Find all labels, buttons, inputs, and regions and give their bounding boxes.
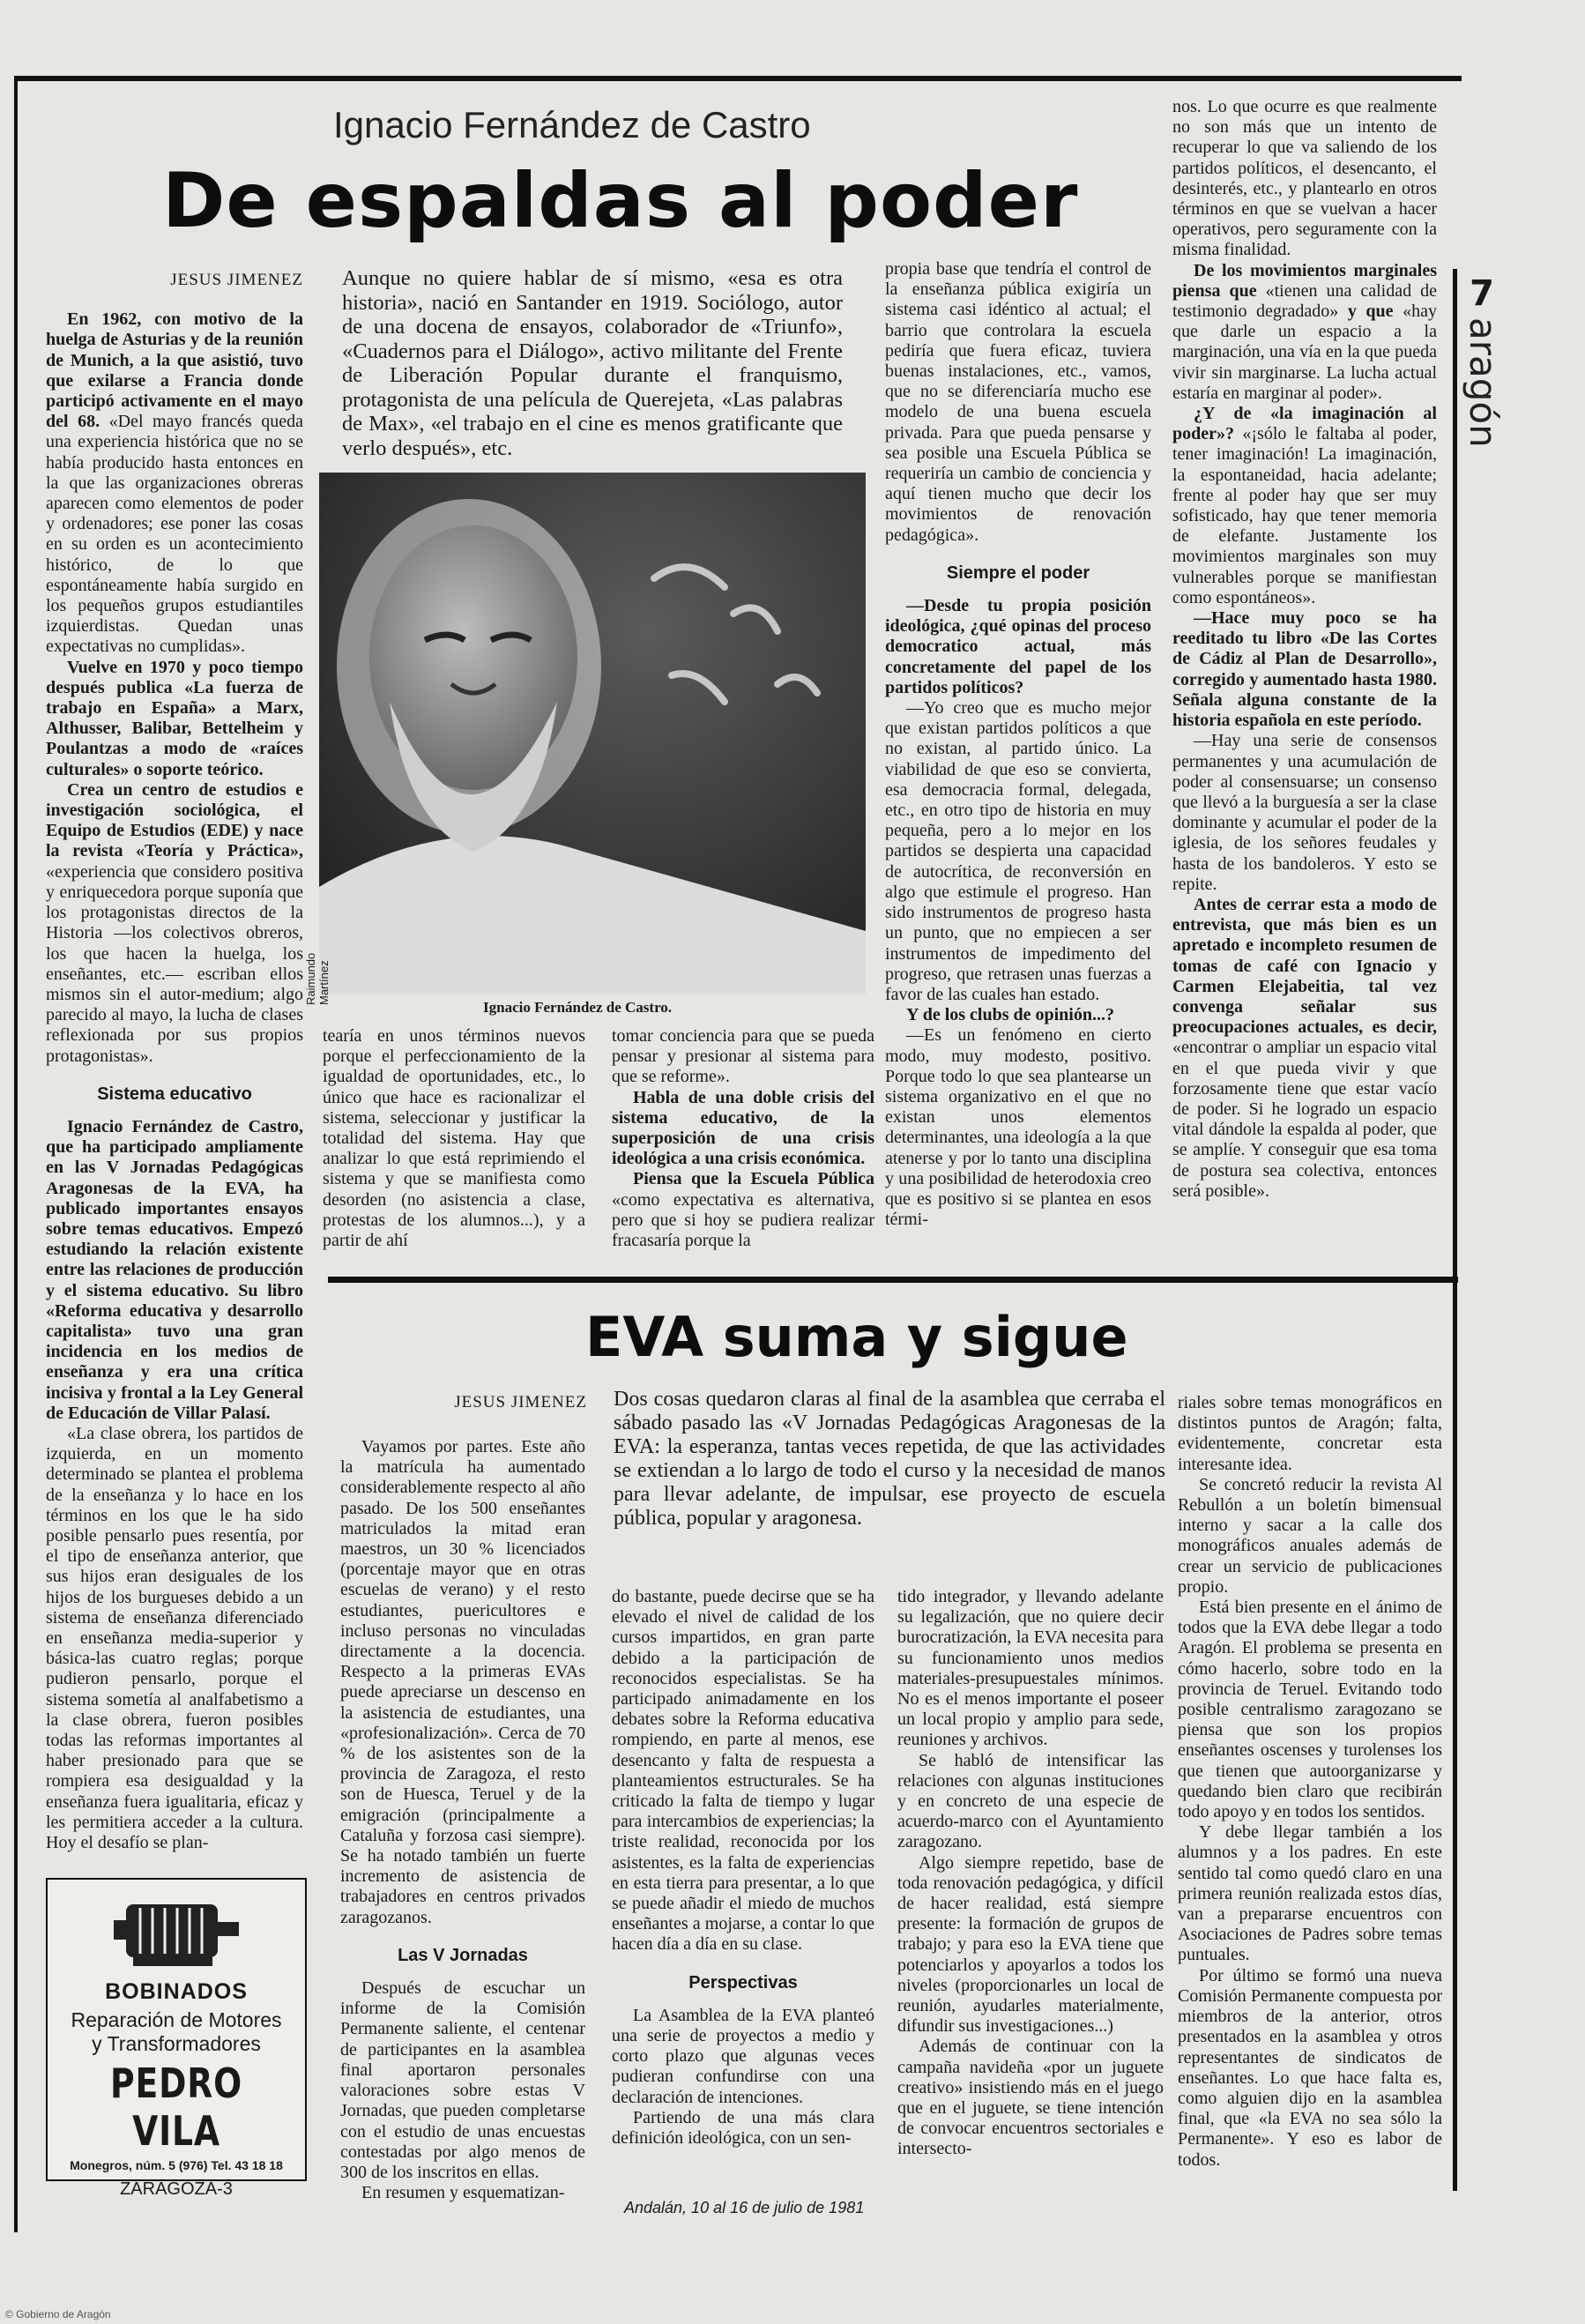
- paragraph: Vuelve en 1970 y poco tiempo después publica «La fuerza de trabajo en España» a Marx, Althusser, Balibar, Bettelheim y Poulantzas a modo de «raíces culturales» o soporte teórico.: [46, 657, 303, 779]
- subheading-perspectivas: Perspectivas: [688, 1972, 798, 1993]
- paragraph: —Hace muy poco se ha reeditado tu libro «De las Cortes de Cádiz al Plan de Desarrollo», corregido y aumentado hasta 1980. Señala alguna constante de la historia española en este período.: [1172, 608, 1437, 731]
- paragraph: Crea un centro de estudios e investigación sociológica, el Equipo de Estudios (EDE) y nace la revista «Teoría y Práctica», «experiencia que considero positiva y enriquecedora porque suponía que los protagonistas directos de la Historia —los colectivos obreros, los que hacen la huelga, los enseñantes, etc.— escriban ellos mismos sin el autor-medium; algo parecido al mayo, la lucha de clases reflexionada por sus propios protagonistas».: [46, 779, 303, 1066]
- ad-line1: Reparación de Motores: [71, 2008, 282, 2031]
- article2-col-3: [897, 1587, 1164, 2160]
- paragraph: Y debe llegar también a los alumnos y a los padres. En este sentido tal como quedó claro en una primera reunión realizada estos días, van a prepararse encuentros con Asociaciones de Padres sobre temas puntuales.: [1178, 1822, 1442, 1965]
- article2-author: JESUS JIMENEZ: [454, 1393, 587, 1412]
- paragraph: Después de escuchar un informe de la Comisión Permanente saliente, el centenar de participantes en la asamblea final aportaron personales valoraciones sobre estas V Jornadas, que pueden completarse con el estudio de unas encuestas contestadas por algo menos de 300 de los inscritos en ellas.: [340, 1978, 585, 2182]
- article1-lead: Aunque no quiere hablar de sí mismo, «esa es otra historia», nació en Santander en 1919. Sociólogo, autor de una docena de ensayos, colaborador de «Triunfo», «Cuadernos para el Diálogo», activo militante del Frente de Liberación Popular durante el franquismo, protagonista de una película de Querejeta, «Las palabras de Max», «el trabajo en el cine es menos gratificante que verlo después», etc.: [342, 266, 843, 460]
- paragraph: tomar conciencia para que se pueda pensar y presionar al sistema para que se reforme».: [612, 1026, 874, 1087]
- photo-credit: Raimundo Martínez: [304, 952, 331, 1005]
- paragraph: riales sobre temas monográficos en distintos puntos de Aragón; falta, evidentemente, concretar esta interesante idea.: [1178, 1393, 1442, 1474]
- subheading-siempre-el-poder: Siempre el poder: [946, 562, 1090, 583]
- article-byline: Ignacio Fernández de Castro: [333, 104, 811, 145]
- article1-col-d: [1172, 97, 1437, 1202]
- ad-city: ZARAGOZA-3: [120, 2179, 233, 2199]
- paragraph: tearía en unos términos nuevos porque el perfeccionamiento de la igualdad de oportunidades, etc., lo único que hace es racionalizar el sistema, seleccionar y justificar la totalidad del sistema. Hay que analizar lo que está reprimiendo el sistema y que se manifiesta como desorden (no asistencia a clase, protestas de los alumnos...), y a partir de ahí: [323, 1026, 585, 1251]
- section-number: 7: [1470, 273, 1494, 314]
- paragraph: Se concretó reducir la revista Al Rebullón a un boletín bimensual interno y sacar a la calle dos monográficos anuales además de crear un servicio de publicaciones propio.: [1178, 1474, 1442, 1597]
- paragraph: Habla de una doble crisis del sistema educativo, de la superposición de una crisis ideológica a una crisis económica.: [612, 1087, 874, 1169]
- advertisement: [46, 1878, 307, 2199]
- paragraph: nos. Lo que ocurre es que realmente no son más que un intento de recuperar lo que va saliendo de los partidos políticos, el desencanto, el desinterés, etc., y plantearlo en otros términos en que se vuelvan a hacer operativos, pero seguramente con la misma finalidad.: [1172, 97, 1437, 260]
- ad-brand: PEDRO VILA: [110, 2060, 242, 2155]
- article1-col-c: [885, 259, 1151, 1230]
- page-frame-right: [1453, 269, 1457, 2191]
- paragraph: De los movimientos marginales piensa que «tienen una calidad de testimonio degradado» y que «hay que darle un espacio a la marginación, una vía en la que pueda vivir sin marginarse. La lucha actual estaría en marginar al poder».: [1172, 260, 1437, 403]
- paragraph: Vayamos por partes. Este año la matrícula ha aumentado considerablemente respecto al año pasado. De los 500 enseñantes matriculados la mitad eran maestros, un 30 % licenciados (porcentaje mayor que en otras escuelas de verano) y el resto estudiantes, puericultores e incluso personas no vinculadas directamente a la docencia. Respecto a la primeras EVAs puede apreciarse un descenso en la asistencia de estudiantes, una «profesionalización». Cerca de 70 % de los asistentes son de la provincia de Zaragoza, el resto son de Huesca, Teruel y de la emigración (principalmente a Cataluña y forzosa casi siempre). Se ha notado también un fuerte incremento de asistencia de trabajadores en centros privados zaragozanos.: [340, 1437, 585, 1927]
- paragraph: Y de los clubs de opinión...?: [906, 1005, 1114, 1025]
- ad-name: BOBINADOS: [105, 1979, 248, 2004]
- paragraph: do bastante, puede decirse que se ha elevado el nivel de calidad de los cursos impartidos, en gran parte debido a la participación de reconocidos especialistas. Se ha participado animadamente en los debates sobre la Reforma educativa rompiendo, en parte al menos, ese desencanto y falta de respuesta a planteamientos estructurales. Se ha criticado la falta de tiempo y lugar para intercambios de experiencias; la triste realidad, reconocida por los asistentes, es la falta de experiencias en esta tierra para presentar, a lo que se puede añadir el miedo de muchos enseñantes a mojarse, a contar lo que hacen día a día en su clase.: [612, 1587, 874, 1955]
- paragraph: Partiendo de una más clara definición ideológica, con un sen-: [612, 2107, 874, 2149]
- article1-col-mid-b: [612, 1026, 874, 1251]
- article2-col-4: [1178, 1393, 1442, 2171]
- footer-credit: © Gobierno de Aragón: [5, 2308, 111, 2320]
- article-divider: [328, 1277, 1458, 1283]
- paragraph: «La clase obrera, los partidos de izquierda, en un momento determinado se plantea el problema de la enseñanza y lo hace en los términos en los que le ha sido posible pensarlo pues resentía, por el tipo de enseñanza anterior, que sus hijos eran desiguales de los hijos de los burgueses debido a un sistema de enseñanza diferenciado en enseñanza media-superior y básica-las cuatro reglas; porque pudieron pensarlo, porque el sistema sometía al analfabetismo a la clase obrera, fueron posibles todas las reformas importantes al haber presionado para que se rompiera esa desigualdad y la enseñanza fuera igualitaria, eficaz y les permitiera acceder a la cultura. Hoy el desafío se plan-: [46, 1423, 303, 1853]
- paragraph: En resumen y esquematizan-: [361, 2183, 565, 2203]
- subheading-sistema-educativo: Sistema educativo: [97, 1084, 252, 1104]
- paragraph: ¿Y de «la imaginación al poder»? «¡sólo le faltaba al poder, tener imaginación! La imaginación, la espontaneidad, hacia adelante; frente al poder hay que ser muy sofisticado, hay que tener memoria de elefante. Justamente los movimientos marginales son muy vulnerables porque se manifiestan como espontáneos».: [1172, 404, 1437, 607]
- author: JESUS JIMENEZ: [170, 271, 303, 289]
- paragraph: Está bien presente en el ánimo de todos que la EVA debe llegar a todo Aragón. El problema se presenta en cómo hacerlo, sobre todo en la provincia de Teruel. Evitando todo posible centralismo zaragozano se piensa que son los propios enseñantes oscenses y turolenses los que tienen que autoorganizarse y quedando bien claro que recibirán todo apoyo y en todos los sentidos.: [1178, 1598, 1442, 1822]
- paragraph: Piensa que la Escuela Pública «como expectativa es alternativa, pero que si hoy se pudiera realizar fracasaría porque la: [612, 1169, 874, 1251]
- paragraph: propia base que tendría el control de la enseñanza pública exigiría un sistema casi idéntico al actual; el barrio que controlara la escuela pediría que fuera eficaz, tuviera buenas instalaciones, etc., vamos, que no se diferenciaría mucho ese modelo de una buena escuela privada. Para que pueda pensarse y sea posible una Escuela Pública se requeriría un cambio de conciencia y aquí tienen mucho que decir los movimientos de renovación pedagógica».: [885, 259, 1151, 545]
- article2-col-2: [612, 1587, 874, 2149]
- paragraph: —Hay una serie de consensos permanentes y una acumulación de poder al consensuarse; un consenso que llevó a la burguesía a ser la clase dominante y acumular el poder de la iglesia, de los señores feudales y hasta de los bandoleros. Y esto se repite.: [1172, 731, 1437, 894]
- paragraph: Ignacio Fernández de Castro, que ha participado ampliamente en las V Jornadas Pedagógicas Aragonesas de la EVA, ha publicado importantes ensayos sobre temas educativos. Empezó estudiando la relación existente entre las relaciones de producción y el sistema educativo. Su libro «Reforma educativa y desarrollo capitalista» tuvo una gran incidencia en los medios de enseñanza y era una crítica incisiva y frontal a la Ley General de Educación de Villar Palasí.: [46, 1116, 303, 1423]
- footer-issue: Andalán, 10 al 16 de julio de 1981: [624, 2199, 865, 2216]
- paragraph: Por último se formó una nueva Comisión Permanente compuesta por miembros de la anterior, otros presentados en la asamblea y otros representantes de sindicatos de enseñantes. Lo que hace falta es, como alguien dijo en la asamblea final, que «la EVA no sea sólo la Permanente». Y eso es labor de todos.: [1178, 1965, 1442, 2170]
- portrait-illustration: [319, 473, 866, 994]
- motor-icon: [110, 1892, 242, 1973]
- paragraph: En 1962, con motivo de la huelga de Asturias y de la reunión de Munich, a la que asistió, tuvo que exilarse a Francia donde participó activamente en el mayo del 68. «Del mayo francés queda una experiencia histórica que no se había producido hasta entonces en la que las organizaciones obreras aparecen como elementos de poder y ordenadores; ese poner las cosas en su orden es un acontecimiento histórico, de lo que espontáneamente había surgido en los pequeños grupos estudiantiles izquierdistas. Quedan unas expectativas no cumplidas».: [46, 309, 303, 657]
- article2-headline: EVA suma y sigue: [585, 1305, 1128, 1369]
- article2-col-1: [340, 1437, 585, 2203]
- paragraph: Algo siempre repetido, base de toda renovación pedagógica, y difícil de hacer realidad, está siempre presente: la formación de grupos de trabajo; y para eso la EVA tiene que potenciarlos y apoyarlos a todos los niveles (proporcionarles un local de reunión, ayudarles materialmente, difundir sus investigaciones...): [897, 1852, 1164, 2037]
- portrait-photo: [319, 473, 866, 994]
- article2-lead: Dos cosas quedaron claras al final de la asamblea que cerraba el sábado pasado las «V Jornadas Pedagógicas Aragonesas de la EVA: la esperanza, tantas veces repetida, de que las actividades se extiendan a lo largo de todo el curso y la necesidad de manos para llevar adelante, de impulsar, ese proyecto de escuela pública, popular y aragonesa.: [614, 1388, 1165, 1530]
- paragraph: Además de continuar con la campaña navideña «por un juguete creativo» insistiendo más en el juego que en el juguete, se tiene intención de convocar encuentros sectoriales e intersecto-: [897, 2037, 1164, 2159]
- paragraph: La Asamblea de la EVA planteó una serie de proyectos a medio y corto plazo que algunas veces pudieran confundirse con una declaración de intenciones.: [612, 2005, 874, 2107]
- paragraph: —Es un fenómeno en cierto modo, muy modesto, positivo. Porque todo lo que sea plantearse un sistema organizativo en el que no existan unos elementos determinantes, una ideología a la que atenerse y por lo tanto una disciplina y una posibilidad de heterodoxia creo que es positivo si se plantea en esos térmi-: [885, 1025, 1151, 1230]
- paragraph: —Desde tu propia posición ideológica, ¿qué opinas del proceso democratico actual, más concretamente del papel de los partidos políticos?: [885, 596, 1151, 697]
- section-marker: [1460, 273, 1504, 448]
- ad-line2: y Transformadores: [92, 2032, 261, 2055]
- paragraph: —Yo creo que es mucho mejor que existan partidos políticos a que no existan, al partido único. La viabilidad de que eso se convierta, esa democracia formal, delegada, etc., en otro tipo de historia en muy pequeña, pero a lo mejor en los partidos se despierta una capacidad de autocrítica, de reconversión en algo que estimule el progreso. Han sido instrumentos de progreso hasta un punto, que no empiecen a ser instrumentos de impedimento del progreso, que retrasen unas fuerzas a favor de las cuales han estado.: [885, 698, 1151, 1004]
- paragraph: Se habló de intensificar las relaciones con algunas instituciones y en concreto de una especie de acuerdo-marco con el Ayuntamiento zaragozano.: [897, 1750, 1164, 1852]
- photo-caption: Ignacio Fernández de Castro.: [483, 999, 673, 1016]
- subheading-las-v-jornadas: Las V Jornadas: [398, 1945, 528, 1965]
- article1-col-mid-a: [323, 1026, 585, 1251]
- article-headline: De espaldas al poder: [162, 157, 1079, 245]
- article1-col-left: [46, 270, 303, 1853]
- paragraph: tido integrador, y llevando adelante su legalización, que no quiere decir burocratización, la EVA necesita para su funcionamiento unos medios materiales-presupuestales mínimos. No es el menos importante el poseer un local propio y amplio para sede, reuniones y archivos.: [897, 1587, 1164, 1750]
- paragraph: Antes de cerrar esta a modo de entrevista, que más bien es un apretado e incompleto resumen de tomas de café con Ignacio y Carmen Elejabeitia, tal vez convenga señalar sus preocupaciones actuales, es decir, «encontrar o ampliar un espacio vital en el que pueda vivir y que forzosamente tiene que estar vacío de poder. Si he logrado un espacio vital dándole la espalda al poder, que se amplíe. Y conseguir que esa toma de postura sea colectiva, entonces será posible».: [1172, 894, 1437, 1201]
- section-name: aragón: [1462, 317, 1505, 448]
- ad-address: Monegros, núm. 5 (976) Tel. 43 18 18: [70, 2158, 283, 2172]
